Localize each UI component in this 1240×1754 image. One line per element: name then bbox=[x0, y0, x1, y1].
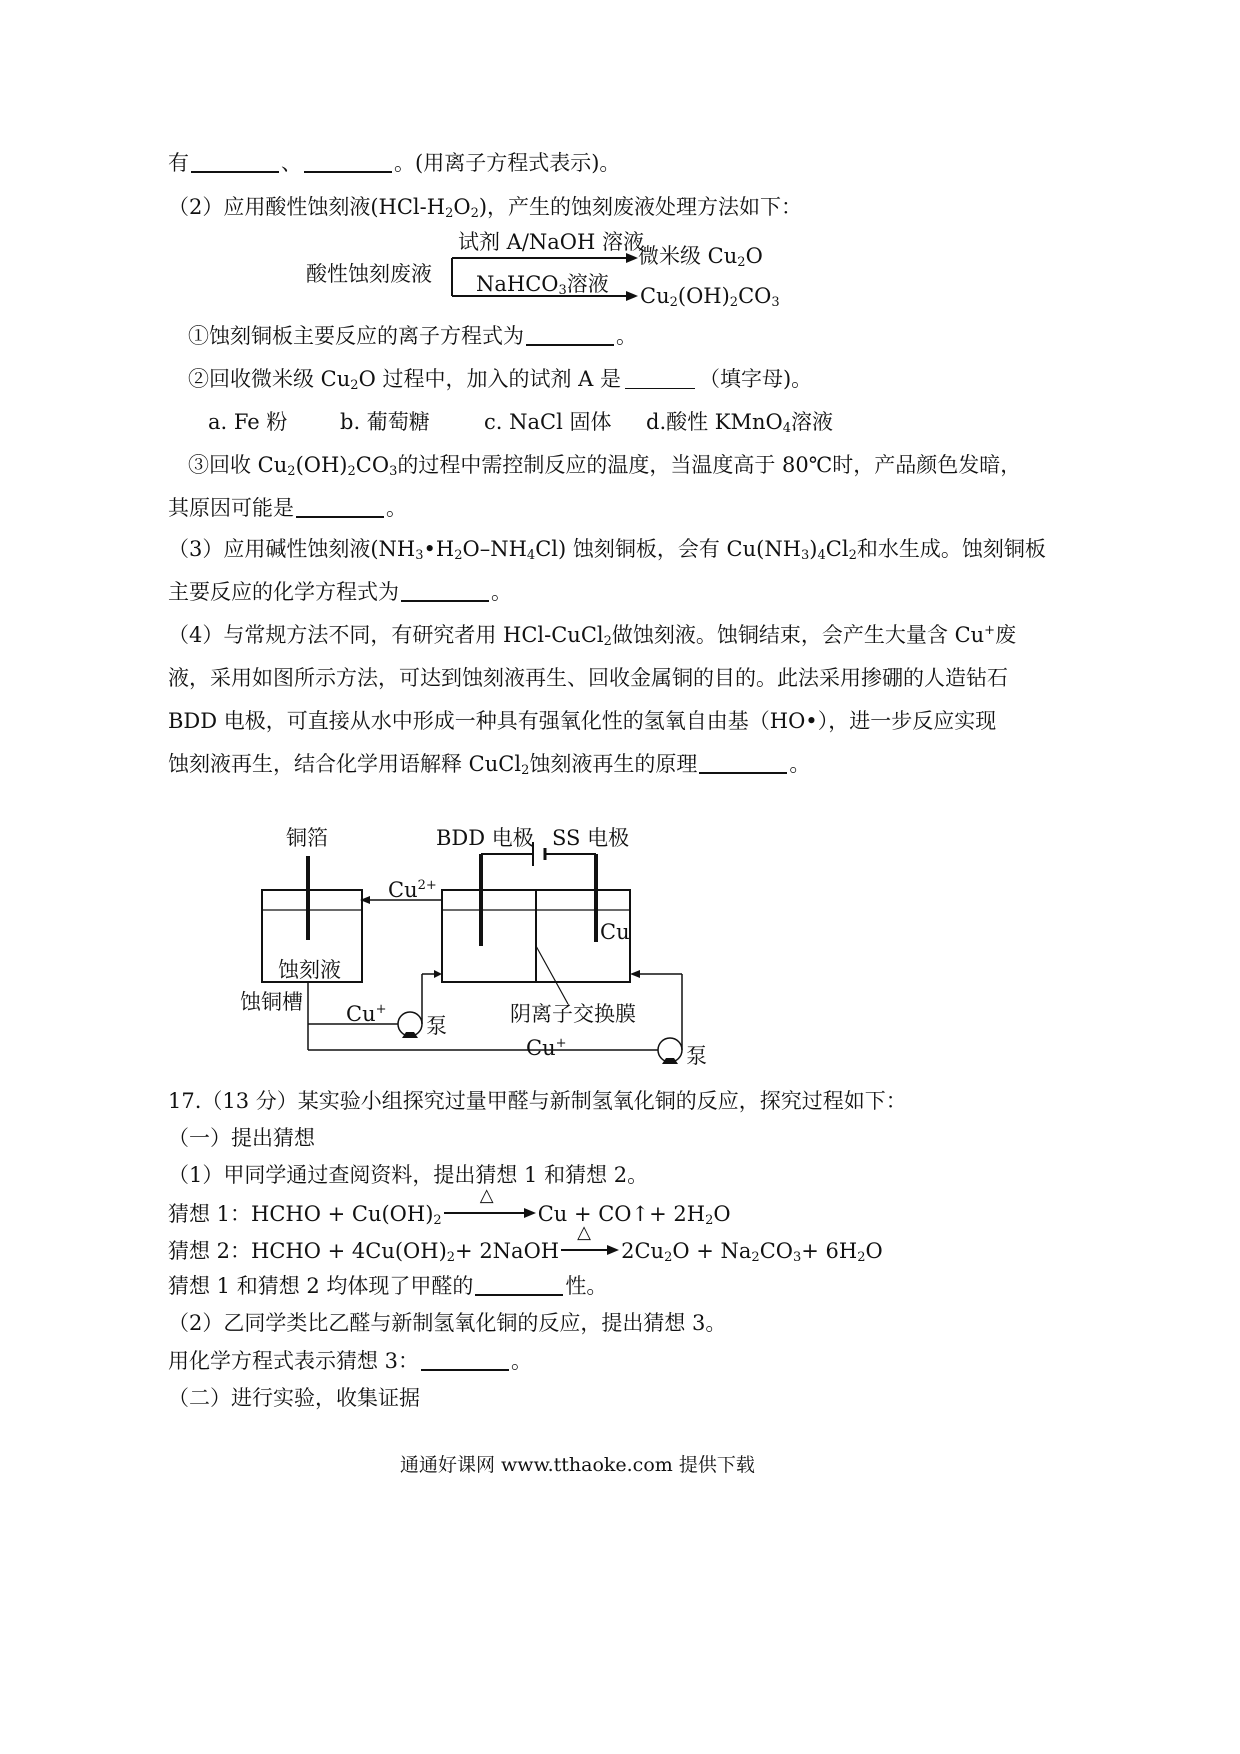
answer-blank-8[interactable] bbox=[475, 1274, 563, 1296]
diagram-lines bbox=[230, 818, 750, 1068]
waste-treatment-flow bbox=[300, 226, 780, 310]
bdd-electrode-label: BDD 电极 bbox=[436, 826, 534, 850]
option-b[interactable]: b. 葡萄糖 bbox=[340, 410, 430, 434]
question-2-intro: （2）应用酸性蚀刻液$(HCl-H_2O_2)$，产生的蚀刻废液处理方法如下： bbox=[168, 195, 803, 221]
option-c[interactable]: c. NaCl 固体 bbox=[484, 410, 612, 434]
question-4-line-3: BDD 电极，可直接从水中形成一种具有强氧化性的氢氧自由基（HO•），进一步反应实现 bbox=[168, 709, 997, 733]
question-17-1: （1）甲同学通过查阅资料，提出猜想 1 和猜想 2。 bbox=[168, 1163, 649, 1187]
answer-blank-7[interactable] bbox=[699, 752, 787, 774]
question-4-line-1: （4）与常规方法不同，有研究者用 HCl-CuCl$_2$做蚀刻液。蚀铜结束，会产生大量含 Cu+废 bbox=[168, 623, 1017, 649]
copper-foil-label: 铜箔 bbox=[286, 826, 328, 850]
question-3: （3）应用碱性蚀刻液$(NH_3•H_2O-NH_4Cl)$ 蚀刻铜板，会有 $Cu(NH_3)_4Cl_2$和水生成。蚀刻铜板 bbox=[168, 537, 1046, 563]
question-2-2: ②回收微米级 $Cu_2O$ 过程中，加入的试剂 A 是 （填字母)。 bbox=[188, 367, 813, 393]
question-2-3: ③回收 $Cu_2(OH)_2CO_3$的过程中需控制反应的温度，当温度高于 80℃时，产品颜色发暗， bbox=[188, 453, 1022, 479]
heat-symbol-2: △ bbox=[577, 1222, 591, 1243]
flow-source: 酸性蚀刻废液 bbox=[306, 262, 432, 286]
question-2-1: ①蚀刻铜板主要反应的离子方程式为 。 bbox=[188, 324, 637, 348]
hypothesis-3: 用化学方程式表示猜想 3： 。 bbox=[168, 1349, 533, 1373]
membrane-label: 阴离子交换膜 bbox=[510, 1002, 636, 1026]
question-2-3-cont: 其原因可能是 。 bbox=[168, 496, 407, 520]
question-3-cont: 主要反应的化学方程式为 。 bbox=[168, 580, 512, 604]
flow-top-reagent: 试剂 A/NaOH 溶液 bbox=[458, 230, 645, 254]
cu2plus-label: $Cu^{2+}$ bbox=[388, 878, 437, 902]
heat-arrow-2 bbox=[559, 1222, 621, 1262]
cu-electrode-label: Cu bbox=[600, 920, 630, 944]
pump-label-2: 泵 bbox=[686, 1044, 707, 1068]
flow-bottom-product: $Cu_2(OH)_2CO_3$ bbox=[640, 284, 780, 310]
page-footer: 通通好课网 www.tthaoke.com 提供下载 bbox=[400, 1454, 755, 1476]
ss-electrode-label: SS 电极 bbox=[552, 826, 630, 850]
answer-blank-1[interactable] bbox=[191, 151, 279, 173]
option-a[interactable]: a. Fe 粉 bbox=[208, 410, 288, 434]
question-4-line-4: 蚀刻液再生，结合化学用语解释 CuCl$_2$蚀刻液再生的原理 。 bbox=[168, 752, 811, 778]
answer-blank-4[interactable] bbox=[625, 368, 695, 389]
cuplus-label-2: Cu+ bbox=[526, 1036, 567, 1060]
etching-tank-label: 蚀铜槽 bbox=[240, 990, 303, 1014]
option-d[interactable]: d.酸性 KMnO$_4$溶液 bbox=[646, 410, 834, 436]
pump-label-1: 泵 bbox=[426, 1014, 447, 1038]
answer-blank-9[interactable] bbox=[421, 1349, 509, 1371]
hypothesis-summary: 猜想 1 和猜想 2 均体现了甲醛的 性。 bbox=[168, 1274, 608, 1298]
answer-blank-2[interactable] bbox=[304, 151, 392, 173]
etchant-label: 蚀刻液 bbox=[278, 958, 341, 982]
question-4-line-2: 液，采用如图所示方法，可达到蚀刻液再生、回收金属铜的目的。此法采用掺硼的人造钻石 bbox=[168, 666, 1008, 690]
answer-blank-6[interactable] bbox=[401, 580, 489, 602]
heat-symbol-1: △ bbox=[479, 1185, 494, 1206]
flow-top-product: 微米级 $Cu_2O$ bbox=[638, 244, 763, 270]
cuplus-label-1: Cu+ bbox=[346, 1002, 387, 1026]
section-2-heading: （二）进行实验，收集证据 bbox=[168, 1386, 420, 1410]
hypothesis-2: 猜想 2：HCHO + $4Cu(OH)_2+$ 2NaOH △ $2Cu_2O + Na_2CO_3+ 6H_2O$ bbox=[168, 1222, 883, 1265]
electrolysis-diagram bbox=[230, 818, 750, 1068]
heat-arrow-1 bbox=[442, 1185, 538, 1225]
fill-line-ionic-equations: 有 、 。(用离子方程式表示)。 bbox=[168, 151, 621, 175]
question-17-title: 17.（13 分）某实验小组探究过量甲醛与新制氢氧化铜的反应，探究过程如下： bbox=[168, 1089, 907, 1113]
section-1-heading: （一）提出猜想 bbox=[168, 1126, 315, 1150]
flow-bottom-reagent: NaHCO$_3$溶液 bbox=[476, 272, 609, 298]
hypothesis-1: 猜想 1：HCHO + $Cu(OH)_2$ △ Cu + CO↑+ $2H_2O$ bbox=[168, 1185, 731, 1228]
answer-blank-3[interactable] bbox=[526, 324, 614, 346]
answer-blank-5[interactable] bbox=[296, 496, 384, 518]
question-17-2: （2）乙同学类比乙醛与新制氢氧化铜的反应，提出猜想 3。 bbox=[168, 1311, 727, 1335]
